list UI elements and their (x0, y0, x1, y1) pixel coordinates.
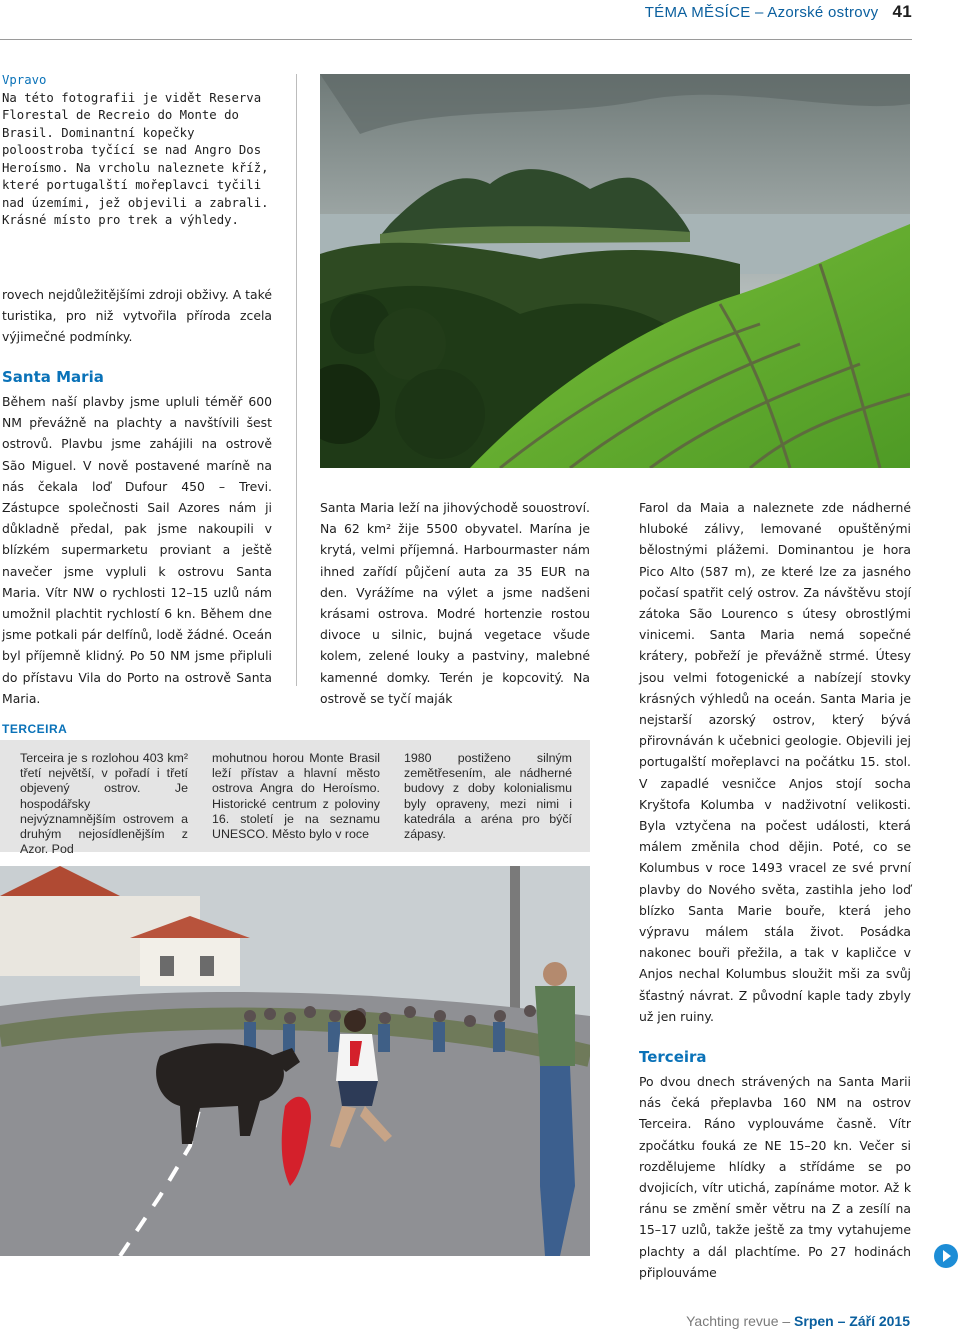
footer-magazine: Yachting revue – (686, 1313, 795, 1329)
intro-paragraph: rovech nejdůležitějšími zdroji obživy. A také turistika, pro niž vytvořila příroda zcela výjimečné podmínky. (2, 287, 272, 345)
heading-santa-maria: Santa Maria (2, 368, 104, 386)
landscape-photo (320, 74, 910, 468)
info-box (0, 740, 590, 857)
play-arrow-icon (934, 1244, 958, 1268)
bullfight-illustration (0, 866, 590, 1256)
heading-terceira: Terceira (639, 1048, 707, 1066)
col3-paragraph: Farol da Maia a naleznete zde nádherné hluboké zálivy, lemované opuštěnými bělostnými plážemi. Dominantou je hora Pico Alto (587 m), ze které lze za jasného počasí spatřit celý ostrov. Za návštěvu stojí zátoka São Lourenco s útesy obrostlými vinicemi. Santa Maria nemá sopečné krátery, pobřeží je převážně strmé. Útesy jsou velmi fotogenické a nabízejí stovky krásných výhledů na oceán. Santa Maria je nejstarší azorský ostrov, který bývá přirovnáván k učebnici geologie. Objevili jej portugalští mořeplavci na počátku 15. stol. V zapadlé vesničce Anjos stojí socha Kryštofa Kolumba v nadživotní velikosti. Byla vztyčena na počest události, která málem změnila chod dějin. Poté, co se Kolumbus v roce 1493 vracel ze své první plavby do Nového světa, zastihla jeho loď blízko Santa Marie bouře, která jeho výpravu málem stála život. Posádka nakonec bouři přežila, a tak v kapličce v Anjos nechal Kolumbus sloužit mši za svůj šťastný návrat. Z původní kaple tady zbyly už jen ruiny. (639, 500, 911, 1024)
landscape-illustration (320, 74, 910, 468)
box-col-3: 1980 postiženo silným zemětřesením, ale nádherné budovy z doby kolonialismu byly opraveny, mezi nimi i katedrála a aréna pro býčí zápasy. (404, 751, 572, 842)
column-divider (296, 74, 297, 686)
caption-label: Vpravo (2, 73, 47, 87)
footer (686, 1313, 910, 1329)
photo-caption (2, 72, 274, 230)
terceira-paragraph: Po dvou dnech strávených na Santa Marii nás čeká přeplavba 160 NM na ostrov Terceira. Ráno vyplouváme časně. Vítr zpočátku fouká ze NE 15–20 kn. Večer si rozdělujeme hlídky a střídáme se po dvojicích, vítr utichá, zapínáme motor. Až k ránu se změní směr větru na Z a zesílí na 15–17 uzlů, takže ještě za tmy vytahujeme plachty a dál plachtíme. Po 27 hodinách připlouváme (639, 1074, 911, 1280)
bullfight-photo (0, 866, 590, 1256)
next-page-button[interactable] (934, 1244, 958, 1268)
box-label: TERCEIRA (2, 722, 68, 736)
box-col-1: Terceira je s rozlohou 403 km² třetí největší, v pořadí i třetí objevený ostrov. Je hospodářsky nejvýznamnějším ostrovem a druhým nejosídlenějším z Azor. Pod (20, 751, 188, 857)
header-divider (0, 39, 912, 40)
running-header (645, 2, 912, 22)
col2-paragraph: Santa Maria leží na jihovýchodě souostroví. Na 62 km² žije 5500 obyvatel. Marína je krytá, velmi příjemná. Harbourmaster nám ihned zařídí půjčení auta za 35 EUR na den. Vyrážíme na výlet a jsme nadšeni krásami ostrova. Modré hortenzie rostou divoce u silnic, bujná vegetace všude kolem, zelené louky a pastviny, malebné kamenné domky. Terén je kopcovitý. Na ostrově se tyčí maják (320, 500, 590, 706)
page-number: 41 (892, 2, 912, 21)
santa-maria-paragraph: Během naší plavby jsme upluli téměř 600 NM převážně na plachty a navštívili šest ostrovů. Plavbu jsme zahájili na ostrově São Miguel. V nově postavené maríně na nás čekala loď Dufour 450 – Trevi. Zástupce společnosti Sail Azores nám ji důkladně předal, pak jsme nakoupili v blízkém supermarketu proviant a ještě navečer jsme vypluli k ostrovu Santa Maria. Vítr NW o rychlosti 12–15 uzlů nám umožnil plachtit rychlostí 6 kn. Během dne jsme potkali pár delfínů, lodě žádné. Oceán byl příjemně klidný. Po 50 NM jsme připluli do přístavu Vila do Porto na ostrově Santa Maria. (2, 394, 272, 706)
footer-issue: Srpen – Září 2015 (794, 1313, 910, 1329)
caption-text: Na této fotografii je vidět Reserva Florestal de Recreio do Monte do Brasil. Dominantní kopečky poloostroba tyčící se nad Angro Dos Heroísmo. Na vrcholu naleznete kříž, které portugalští mořeplavci tyčili nad územími, jež objevili a zabrali. Krásné místo pro trek a výhledy. (2, 90, 269, 227)
section-title: TÉMA MĚSÍCE – Azorské ostrovy (644, 4, 879, 21)
box-col-2: mohutnou horou Monte Brasil leží přístav a hlavní město ostrova Angra do Heroísmo. Historické centrum z poloviny 16. století je na seznamu UNESCO. Město bylo v roce (212, 751, 380, 842)
